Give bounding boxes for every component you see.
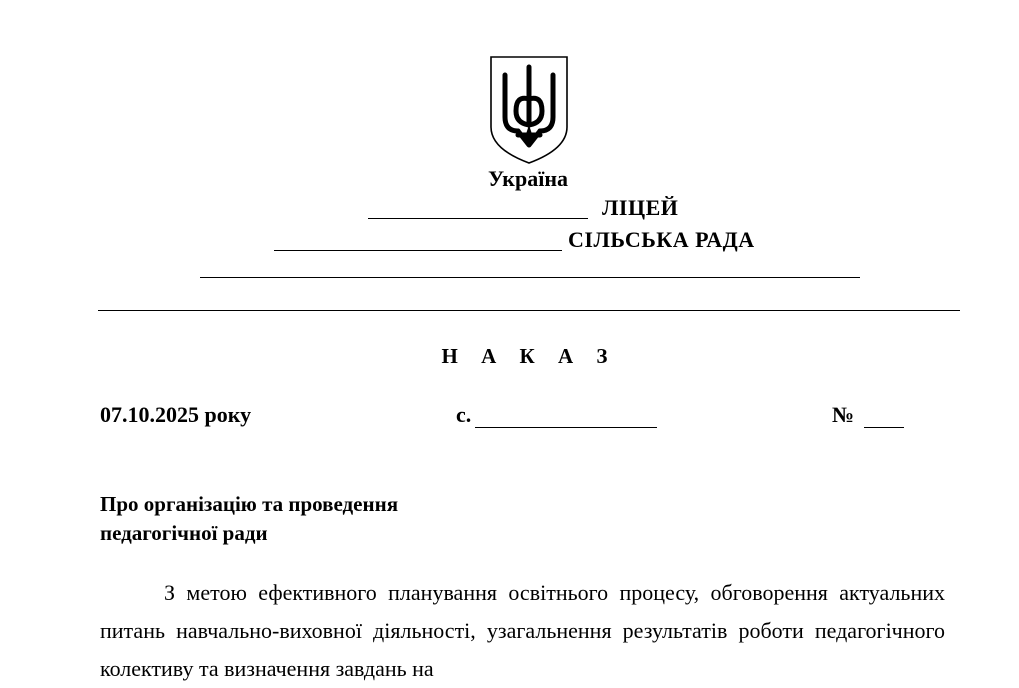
institution-name-blank (368, 218, 588, 219)
order-subject (100, 490, 398, 548)
place-blank (475, 427, 657, 428)
number-prefix: № (832, 402, 855, 427)
coat-of-arms-icon (488, 55, 570, 165)
subject-line-1: Про організацію та проведення (100, 492, 399, 516)
institution-label: ЛІЦЕЙ (602, 195, 679, 220)
place-prefix: с. (456, 402, 472, 427)
header-underline (200, 277, 860, 278)
subject-line-2: педагогічної ради (100, 521, 268, 545)
header-divider (98, 310, 960, 311)
country-name: Україна (487, 166, 569, 191)
order-body-paragraph: З метою ефективного планування освітнього процесу, обговорення актуальних питань навчально-виховної діяльності, узагальнення результатів роботи педагогічного колективу та визначення завдань на (100, 580, 945, 681)
order-date: 07.10.2025 року (100, 402, 252, 427)
number-blank (864, 427, 904, 428)
council-name-blank (274, 250, 562, 251)
document-title: Н А К А З (441, 344, 617, 368)
council-label: СІЛЬСЬКА РАДА (568, 227, 755, 252)
